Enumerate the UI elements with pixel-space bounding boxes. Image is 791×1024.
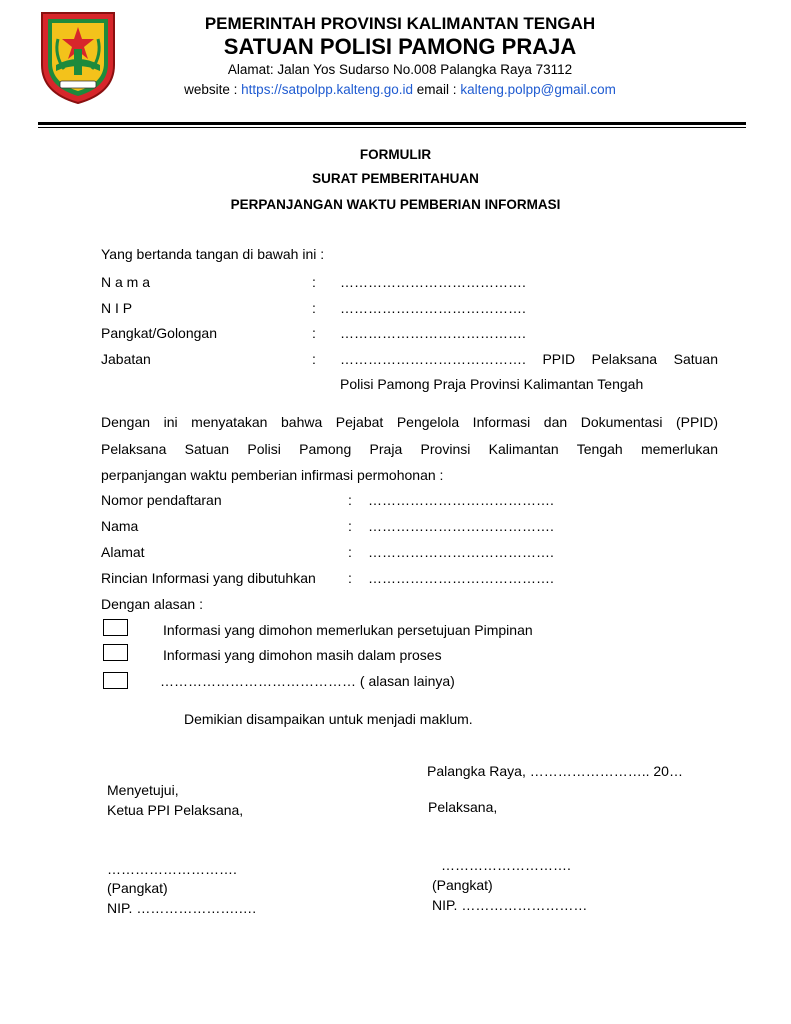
applicant-name-label: Nama <box>101 518 139 534</box>
reason-in-process-checkbox[interactable] <box>103 644 128 661</box>
signer-rank-field[interactable]: …………………………………. <box>340 325 526 341</box>
website-label: website : <box>184 82 242 97</box>
registration-number-colon: : <box>348 492 352 508</box>
info-details-label: Rincian Informasi yang dibutuhkan <box>101 570 316 586</box>
reason-other-field[interactable]: …………………………………… ( alasan lainya) <box>160 673 455 689</box>
signer-nip-label: N I P <box>101 300 133 316</box>
approver-signature-field[interactable]: ………………………. <box>107 861 237 877</box>
executor-title: Pelaksana, <box>428 799 498 815</box>
form-subject: PERPANJANGAN WAKTU PEMBERIAN INFORMASI <box>230 197 561 212</box>
form-title: FORMULIR <box>359 147 432 162</box>
email-link[interactable]: kalteng.polpp@gmail.com <box>460 82 616 97</box>
reason-other-checkbox[interactable] <box>103 672 128 689</box>
info-details-field[interactable]: …………………………………. <box>368 570 554 586</box>
approver-title: Ketua PPI Pelaksana, <box>107 802 244 818</box>
government-name: PEMERINTAH PROVINSI KALIMANTAN TENGAH <box>204 14 596 33</box>
executor-signature-field[interactable]: ………………………. <box>441 857 571 873</box>
header-divider <box>38 122 746 125</box>
applicant-name-field[interactable]: …………………………………. <box>368 518 554 534</box>
statement-line-3: perpanjangan waktu pemberian infirmasi permohonan : <box>101 467 444 483</box>
statement-line-1: Dengan ini menyatakan bahwa Pejabat Pengelola Informasi dan Dokumentasi (PPID) <box>101 414 718 430</box>
info-details-colon: : <box>348 570 352 586</box>
executor-rank: (Pangkat) <box>432 877 493 893</box>
signer-position-colon: : <box>312 351 316 367</box>
statement-line-2: Pelaksana Satuan Polisi Pamong Praja Provinsi Kalimantan Tengah memerlukan <box>101 441 718 457</box>
intro-text: Yang bertanda tangan di bawah ini : <box>101 246 325 262</box>
approval-label: Menyetujui, <box>107 782 179 798</box>
signer-rank-label: Pangkat/Golongan <box>101 325 217 341</box>
registration-number-label: Nomor pendaftaran <box>101 492 222 508</box>
website-link[interactable]: https://satpolpp.kalteng.go.id <box>241 82 414 97</box>
email-label: email : <box>413 82 461 97</box>
header-divider-thin <box>38 127 746 128</box>
reason-approval-checkbox[interactable] <box>103 619 128 636</box>
signer-nip-colon: : <box>312 300 316 316</box>
closing-text: Demikian disampaikan untuk menjadi maklum. <box>184 711 473 727</box>
signer-rank-colon: : <box>312 325 316 341</box>
approver-rank: (Pangkat) <box>107 880 168 896</box>
signer-position-continued: Polisi Pamong Praja Provinsi Kalimantan Tengah <box>340 376 644 392</box>
agency-address: Alamat: Jalan Yos Sudarso No.008 Palangka Raya 73112 <box>227 62 573 77</box>
applicant-address-label: Alamat <box>101 544 145 560</box>
signer-position-field[interactable]: …………………………………. PPID Pelaksana Satuan <box>340 351 718 367</box>
approver-nip[interactable]: NIP. ………………….…. <box>107 900 257 916</box>
registration-number-field[interactable]: …………………………………. <box>368 492 554 508</box>
signer-nip-field[interactable]: …………………………………. <box>340 300 526 316</box>
agency-name: SATUAN POLISI PAMONG PRAJA <box>223 34 577 59</box>
contact-line <box>120 82 680 97</box>
applicant-address-colon: : <box>348 544 352 560</box>
signer-name-colon: : <box>312 274 316 290</box>
applicant-address-field[interactable]: …………………………………. <box>368 544 554 560</box>
signer-name-field[interactable]: …………………………………. <box>340 274 526 290</box>
applicant-name-colon: : <box>348 518 352 534</box>
reason-approval-label: Informasi yang dimohon memerlukan persetujuan Pimpinan <box>163 622 533 638</box>
signer-position-label: Jabatan <box>101 351 151 367</box>
reason-in-process-label: Informasi yang dimohon masih dalam proses <box>163 647 442 663</box>
form-subtitle: SURAT PEMBERITAHUAN <box>312 171 479 186</box>
provincial-crest-icon <box>36 9 120 105</box>
place-date-field[interactable]: Palangka Raya, …………………….. 20… <box>427 763 683 779</box>
executor-nip[interactable]: NIP. ……………………… <box>432 897 588 913</box>
signer-name-label: N a m a <box>101 274 151 290</box>
reason-label: Dengan alasan : <box>101 596 203 612</box>
